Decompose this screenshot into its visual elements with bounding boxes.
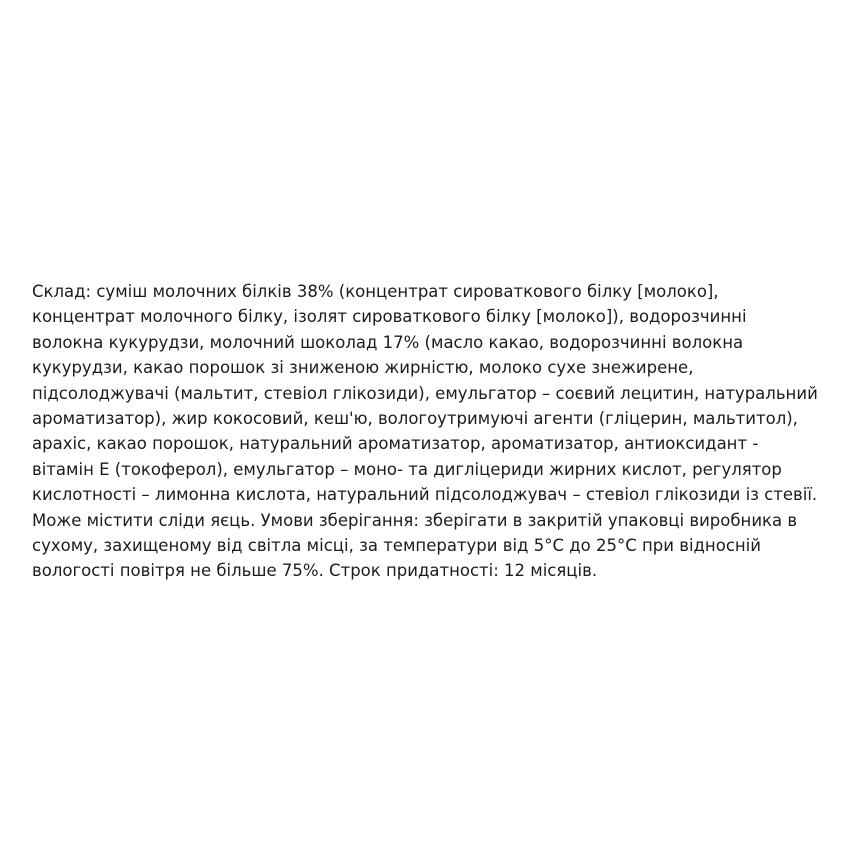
composition-line: Може містити сліди яєць. Умови зберігання: зберігати в закритій упаковці виробника в (32, 510, 798, 530)
composition-line: вітамін Е (токоферол), емульгатор – моно- та дигліцериди жирних кислот, регулятор (32, 459, 782, 479)
composition-line: сухому, захищеному від світла місці, за температури від 5°С до 25°С при відносній (32, 536, 761, 556)
composition-line: Склад: суміш молочних білків 38% (концентрат сироваткового білку [молоко], (32, 282, 719, 301)
composition-line: вологості повітря не більше 75%. Строк придатності: 12 місяців. (32, 561, 598, 581)
composition-line: підсолоджувачі (мальтит, стевіол глікозиди), емульгатор – соєвий лецитин, натуральний (32, 383, 818, 403)
composition-line: кислотності – лимонна кислота, натуральний підсолоджувач – стевіол глікозиди із стевії. (32, 485, 818, 505)
composition-text (32, 279, 832, 584)
composition-line: ароматизатор), жир кокосовий, кеш'ю, вологоутримуючі агенти (гліцерин, мальтитол), (32, 409, 798, 429)
composition-line: волокна кукурудзи, молочний шоколад 17% (масло какао, водорозчинні волокна (32, 332, 744, 352)
composition-line: кукурудзи, какао порошок зі зниженою жирністю, молоко сухе знежирене, (32, 358, 694, 378)
composition-line: концентрат молочного білку, ізолят сироваткового білку [молоко]), водорозчинні (32, 307, 747, 327)
composition-line: арахіс, какао порошок, натуральний ароматизатор, ароматизатор, антиоксидант - (32, 434, 759, 454)
